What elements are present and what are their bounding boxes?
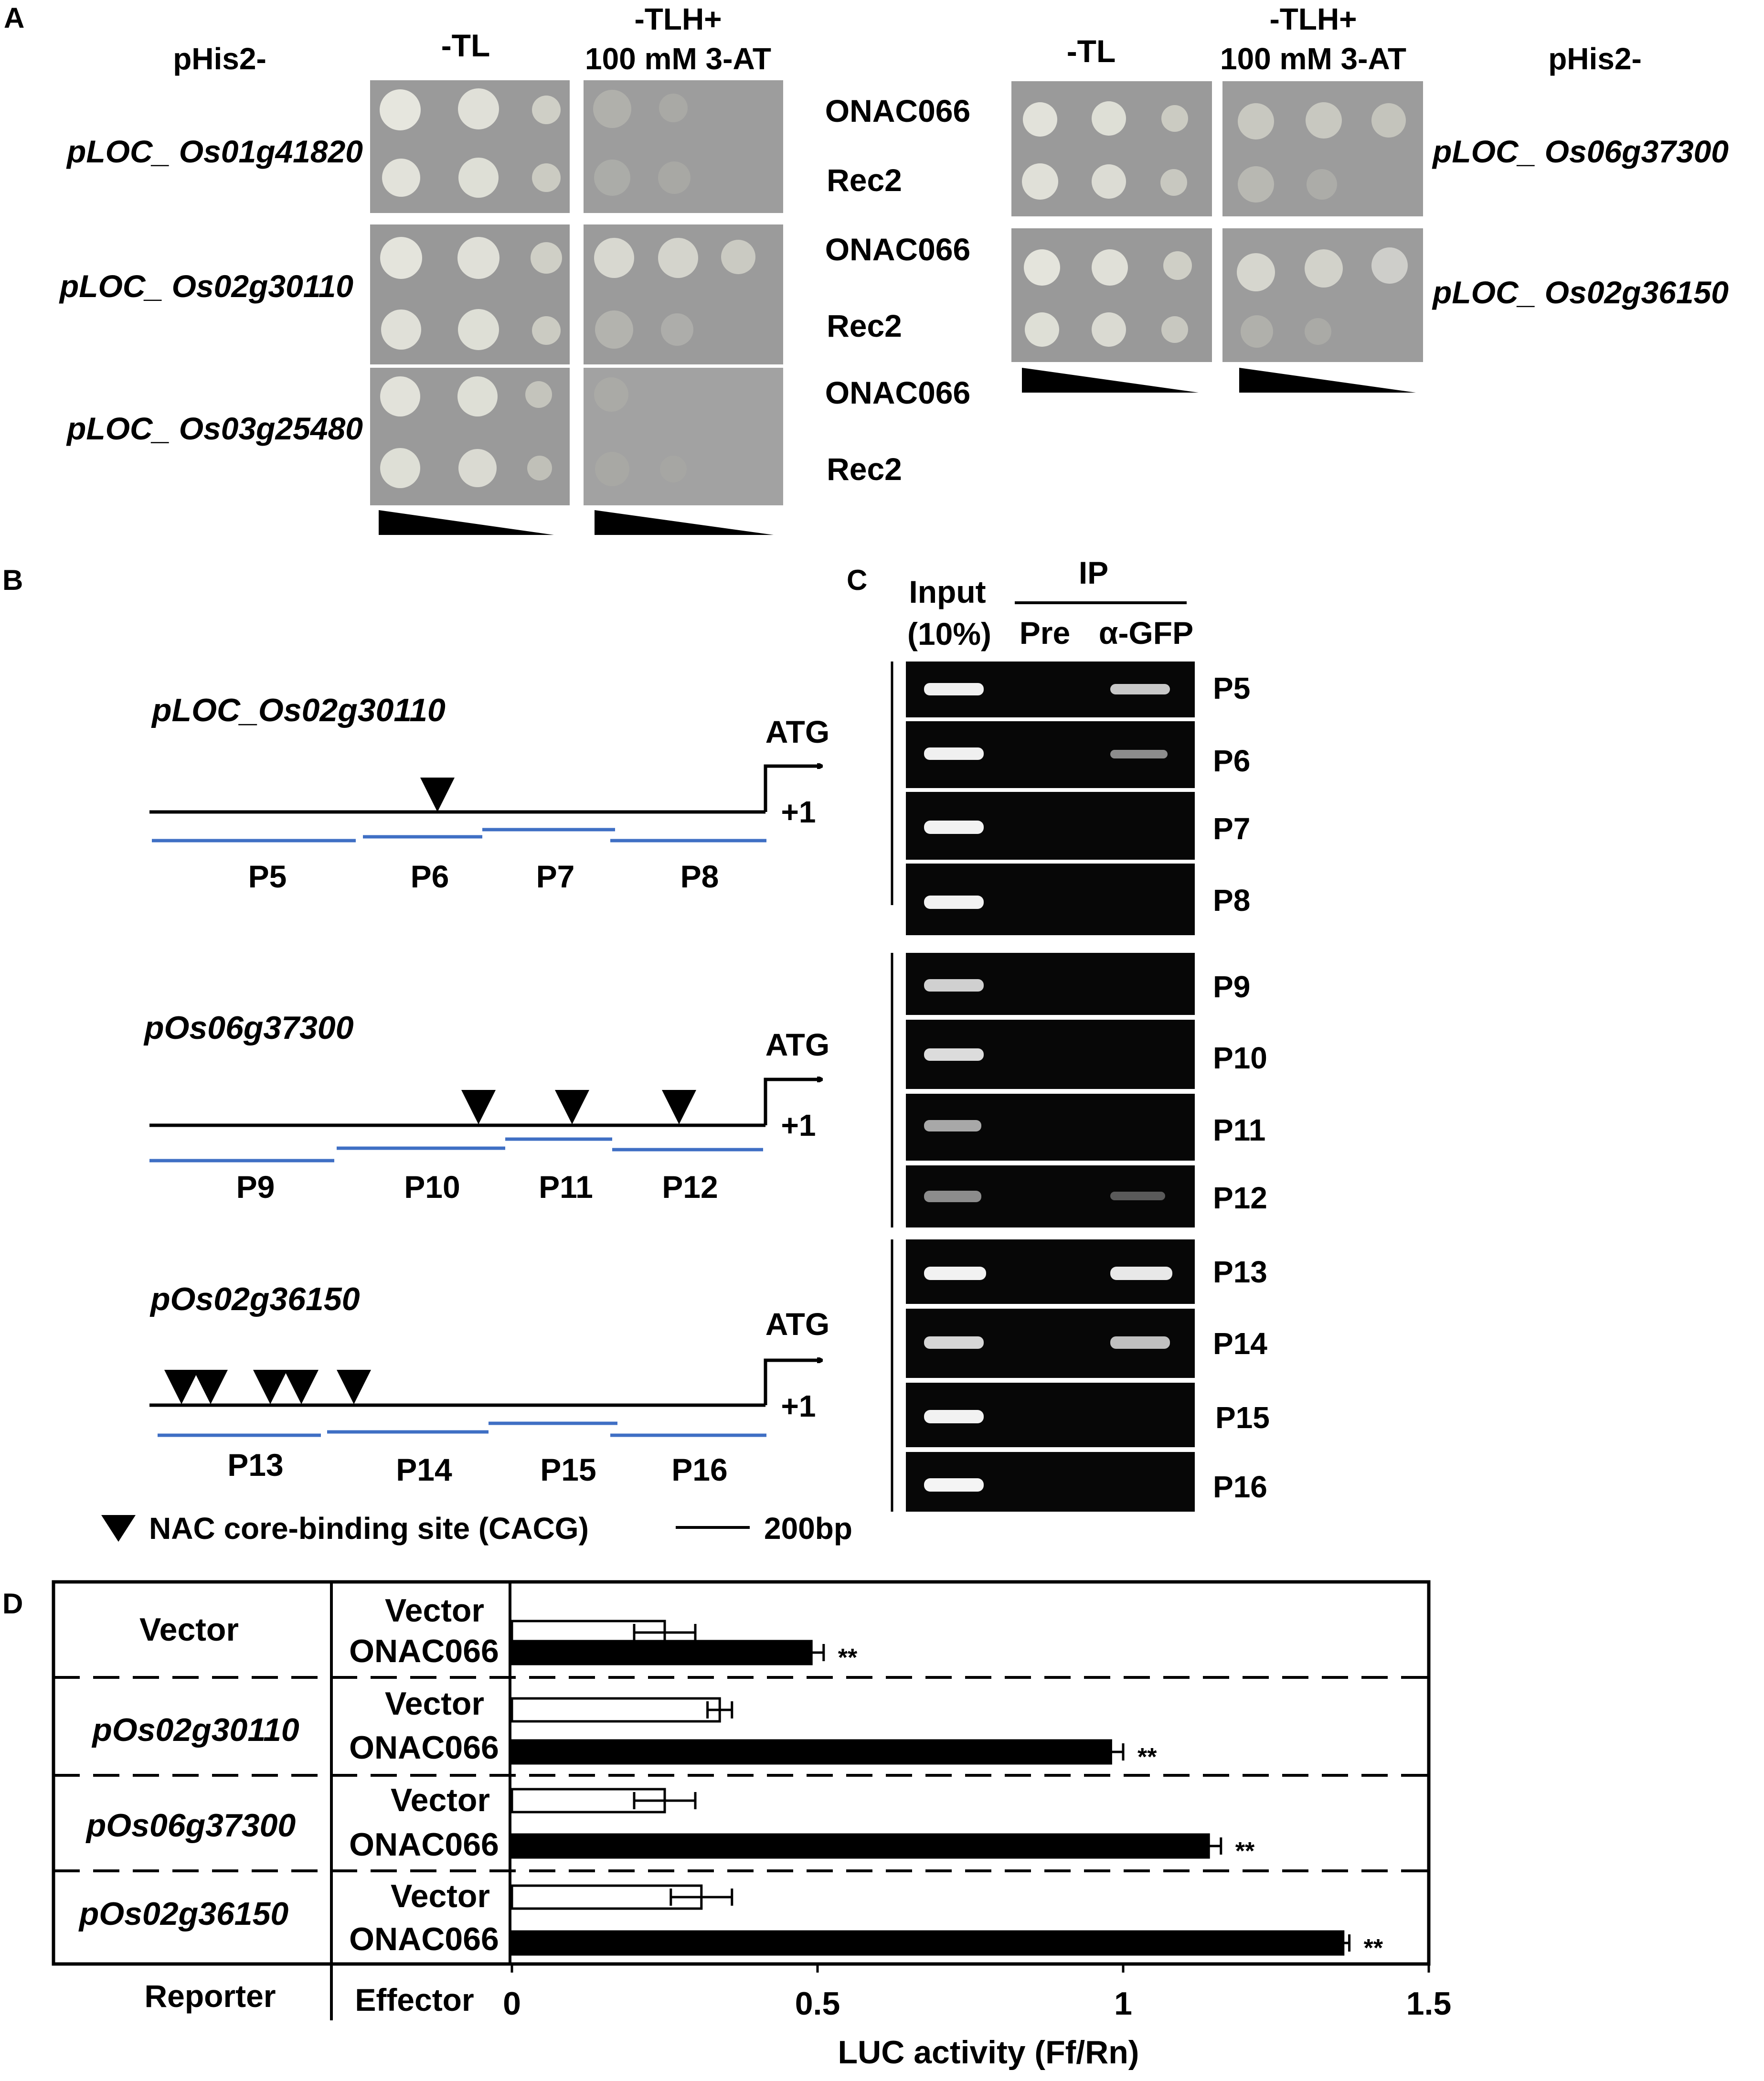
panel-b-letter: B	[2, 564, 23, 596]
reporter-4: pOs02g36150	[79, 1896, 289, 1932]
col-tl-right: -TL	[1066, 33, 1116, 69]
reporter-2: pOs02g30110	[92, 1712, 299, 1748]
bar-onac066-2	[512, 1740, 1111, 1763]
x-axis	[503, 1964, 1451, 2022]
x-tick-label: 0.5	[795, 1985, 840, 2022]
frag-p12: P12	[662, 1169, 718, 1205]
input-label-2: (10%)	[907, 616, 992, 651]
effector-vector-2: Vector	[385, 1686, 484, 1722]
frag-p8: P8	[680, 859, 719, 894]
a-left-row-2: pLOC_ Os02g30110	[59, 268, 353, 304]
right-header: pHis2-	[1548, 42, 1642, 76]
plus1-1: +1	[781, 795, 816, 829]
gel-label-p6: P6	[1213, 744, 1251, 778]
x-tick-label: 1	[1114, 1985, 1132, 2022]
a-eff-5: ONAC066	[825, 375, 971, 410]
frag-p10: P10	[404, 1169, 460, 1205]
frag-p5: P5	[248, 859, 287, 894]
gel-label-p5: P5	[1213, 671, 1251, 705]
significance-mark: **	[1235, 1837, 1255, 1865]
a-right-row-2: pLOC_ Os02g36150	[1433, 275, 1729, 310]
bar-onac066-1	[512, 1641, 811, 1664]
frag-p14: P14	[396, 1452, 452, 1487]
reporter-1: Vector	[139, 1611, 239, 1648]
effector-vector-3: Vector	[391, 1782, 490, 1818]
plates-left	[370, 80, 783, 505]
gel-label-p7: P7	[1213, 811, 1251, 846]
pre-label: Pre	[1019, 615, 1071, 651]
frag-p13: P13	[227, 1447, 284, 1483]
effector-onac-4: ONAC066	[349, 1921, 499, 1957]
frag-p11: P11	[539, 1169, 593, 1205]
nac-site-legend-icon	[101, 1515, 136, 1542]
agfp-label: α-GFP	[1098, 615, 1194, 651]
significance-mark: **	[838, 1644, 858, 1672]
promoter-3-name: pOs02g36150	[150, 1281, 360, 1317]
left-header: pHis2-	[173, 42, 266, 76]
a-left-row-1: pLOC_ Os01g41820	[67, 134, 363, 169]
gel-label-p14: P14	[1213, 1326, 1267, 1361]
frag-p16: P16	[671, 1452, 728, 1487]
gel-label-p8: P8	[1213, 883, 1251, 918]
frag-p9: P9	[236, 1169, 275, 1205]
promoter-1	[149, 692, 829, 894]
col-tlh1-right: -TLH+	[1269, 2, 1357, 36]
plus1-3: +1	[781, 1389, 816, 1423]
nac-site-marker	[420, 778, 455, 812]
promoter-2	[143, 1010, 829, 1205]
frag-p6: P6	[410, 859, 449, 894]
effector-axis-label: Effector	[355, 1982, 474, 2017]
effector-onac-3: ONAC066	[349, 1826, 499, 1863]
col-tlh2-left: 100 mM 3-AT	[584, 42, 772, 76]
effector-vector-1: Vector	[385, 1592, 484, 1629]
panel-c-letter: C	[847, 564, 868, 596]
bar-onac066-3	[512, 1835, 1209, 1857]
a-eff-2: Rec2	[827, 162, 902, 198]
legend-scale-text: 200bp	[764, 1511, 852, 1546]
col-tlh2-right: 100 mM 3-AT	[1220, 42, 1407, 76]
bar-onac066-4	[512, 1932, 1343, 1954]
atg-3: ATG	[765, 1306, 830, 1342]
a-eff-6: Rec2	[827, 451, 902, 487]
nac-site-marker	[337, 1370, 371, 1404]
nac-site-marker	[193, 1370, 228, 1404]
effector-vector-4: Vector	[391, 1878, 490, 1914]
input-label-1: Input	[909, 574, 986, 609]
col-tl-left: -TL	[441, 28, 490, 63]
x-tick-label: 0	[503, 1985, 521, 2022]
nac-site-marker	[284, 1370, 319, 1404]
nac-site-marker	[461, 1090, 496, 1124]
a-eff-1: ONAC066	[825, 93, 971, 128]
x-tick-label: 1.5	[1406, 1985, 1452, 2022]
promoter-1-name: pLOC_Os02g30110	[152, 692, 446, 728]
gel-images	[906, 662, 1195, 1512]
promoter-2-name: pOs06g37300	[144, 1010, 354, 1046]
panel-a-letter: A	[4, 2, 25, 34]
bar-vector-2	[512, 1698, 720, 1721]
significance-mark: **	[1137, 1743, 1157, 1771]
gel-label-p12: P12	[1213, 1181, 1267, 1215]
nac-site-marker	[164, 1370, 199, 1404]
panel-d-letter: D	[2, 1588, 23, 1620]
gel-label-p11: P11	[1213, 1113, 1266, 1147]
nac-site-marker	[253, 1370, 287, 1404]
x-axis-title: LUC activity (Ff/Rn)	[838, 2034, 1139, 2070]
gel-label-p16: P16	[1213, 1470, 1267, 1504]
frag-p7: P7	[536, 859, 575, 894]
nac-site-marker	[555, 1090, 589, 1124]
legend-site-text: NAC core-binding site (CACG)	[149, 1511, 589, 1546]
effector-onac-1: ONAC066	[349, 1633, 499, 1669]
panel-b-legend	[101, 1511, 852, 1546]
reporter-3: pOs06g37300	[86, 1807, 296, 1844]
luc-bars	[512, 1621, 1383, 1962]
col-tlh1-left: -TLH+	[634, 2, 722, 36]
atg-2: ATG	[765, 1027, 830, 1062]
a-left-row-3: pLOC_ Os03g25480	[67, 411, 363, 446]
a-eff-4: Rec2	[827, 308, 902, 343]
gel-label-p13: P13	[1213, 1255, 1267, 1289]
a-right-row-1: pLOC_ Os06g37300	[1433, 134, 1729, 169]
nac-site-marker	[662, 1090, 696, 1124]
a-eff-3: ONAC066	[825, 232, 971, 267]
gel-label-p15: P15	[1215, 1400, 1270, 1435]
significance-mark: **	[1363, 1934, 1383, 1962]
effector-onac-2: ONAC066	[349, 1729, 499, 1766]
promoter-3	[149, 1281, 829, 1487]
frag-p15: P15	[540, 1452, 596, 1487]
plates-right	[1011, 81, 1423, 362]
gel-label-p10: P10	[1213, 1041, 1267, 1075]
reporter-axis-label: Reporter	[144, 1978, 276, 2014]
gel-label-p9: P9	[1213, 970, 1251, 1004]
atg-1: ATG	[765, 714, 830, 749]
plus1-2: +1	[781, 1108, 816, 1142]
ip-label: IP	[1078, 555, 1109, 590]
